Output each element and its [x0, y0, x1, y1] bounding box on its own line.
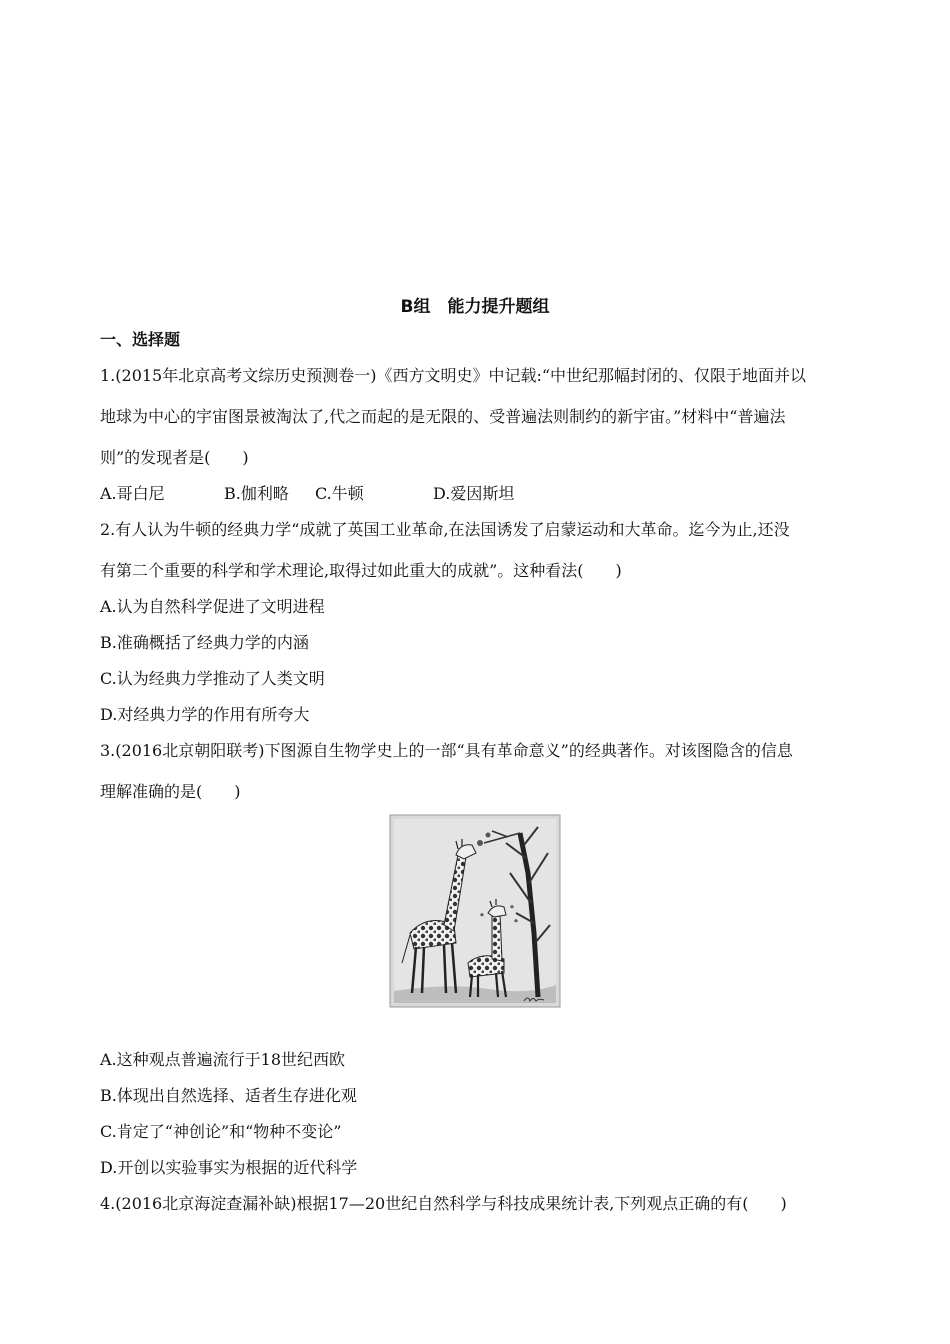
question-1-option-a: A.哥白尼 [100, 484, 165, 503]
question-1-line-3: 则”的发现者是( ) [100, 448, 249, 467]
section-heading: 一、选择题 [100, 330, 181, 349]
question-3-option-d: D.开创以实验事实为根据的近代科学 [100, 1158, 358, 1177]
question-2-option-d: D.对经典力学的作用有所夸大 [100, 705, 310, 724]
question-4-line-1: 4.(2016北京海淀查漏补缺)根据17—20世纪自然科学与科技成果统计表,下列观点正确的有( ) [100, 1194, 787, 1213]
question-2-line-2: 有第二个重要的科学和学术理论,取得过如此重大的成就”。这种看法( ) [100, 561, 622, 580]
question-1-line-1: 1.(2015年北京高考文综历史预测卷一)《西方文明史》中记载:“中世纪那幅封闭的、仅限于地面并以 [100, 366, 807, 385]
question-1-option-c: C.牛顿 [315, 484, 364, 503]
question-3-line-1: 3.(2016北京朝阳联考)下图源自生物学史上的一部“具有革命意义”的经典著作。对该图隐含的信息 [100, 741, 793, 760]
question-3-option-a: A.这种观点普遍流行于18世纪西欧 [100, 1050, 346, 1069]
giraffe-illustration [388, 813, 562, 1009]
question-3-option-c: C.肯定了“神创论”和“物种不变论” [100, 1122, 342, 1141]
question-2-option-b: B.准确概括了经典力学的内涵 [100, 633, 309, 652]
question-2-option-a: A.认为自然科学促进了文明进程 [100, 597, 325, 616]
question-2-option-c: C.认为经典力学推动了人类文明 [100, 669, 325, 688]
question-1-option-d: D.爱因斯坦 [433, 484, 515, 503]
question-1-line-2: 地球为中心的宇宙图景被淘汰了,代之而起的是无限的、受普遍法则制约的新宇宙。”材料中“普遍法 [100, 407, 786, 426]
question-1-option-b: B.伽利略 [224, 484, 289, 503]
group-title: B组 能力提升题组 [400, 297, 550, 317]
question-3-line-2: 理解准确的是( ) [100, 782, 241, 801]
question-3-option-b: B.体现出自然选择、适者生存进化观 [100, 1086, 357, 1105]
question-2-line-1: 2.有人认为牛顿的经典力学“成就了英国工业革命,在法国诱发了启蒙运动和大革命。迄今为止,还没 [100, 520, 790, 539]
